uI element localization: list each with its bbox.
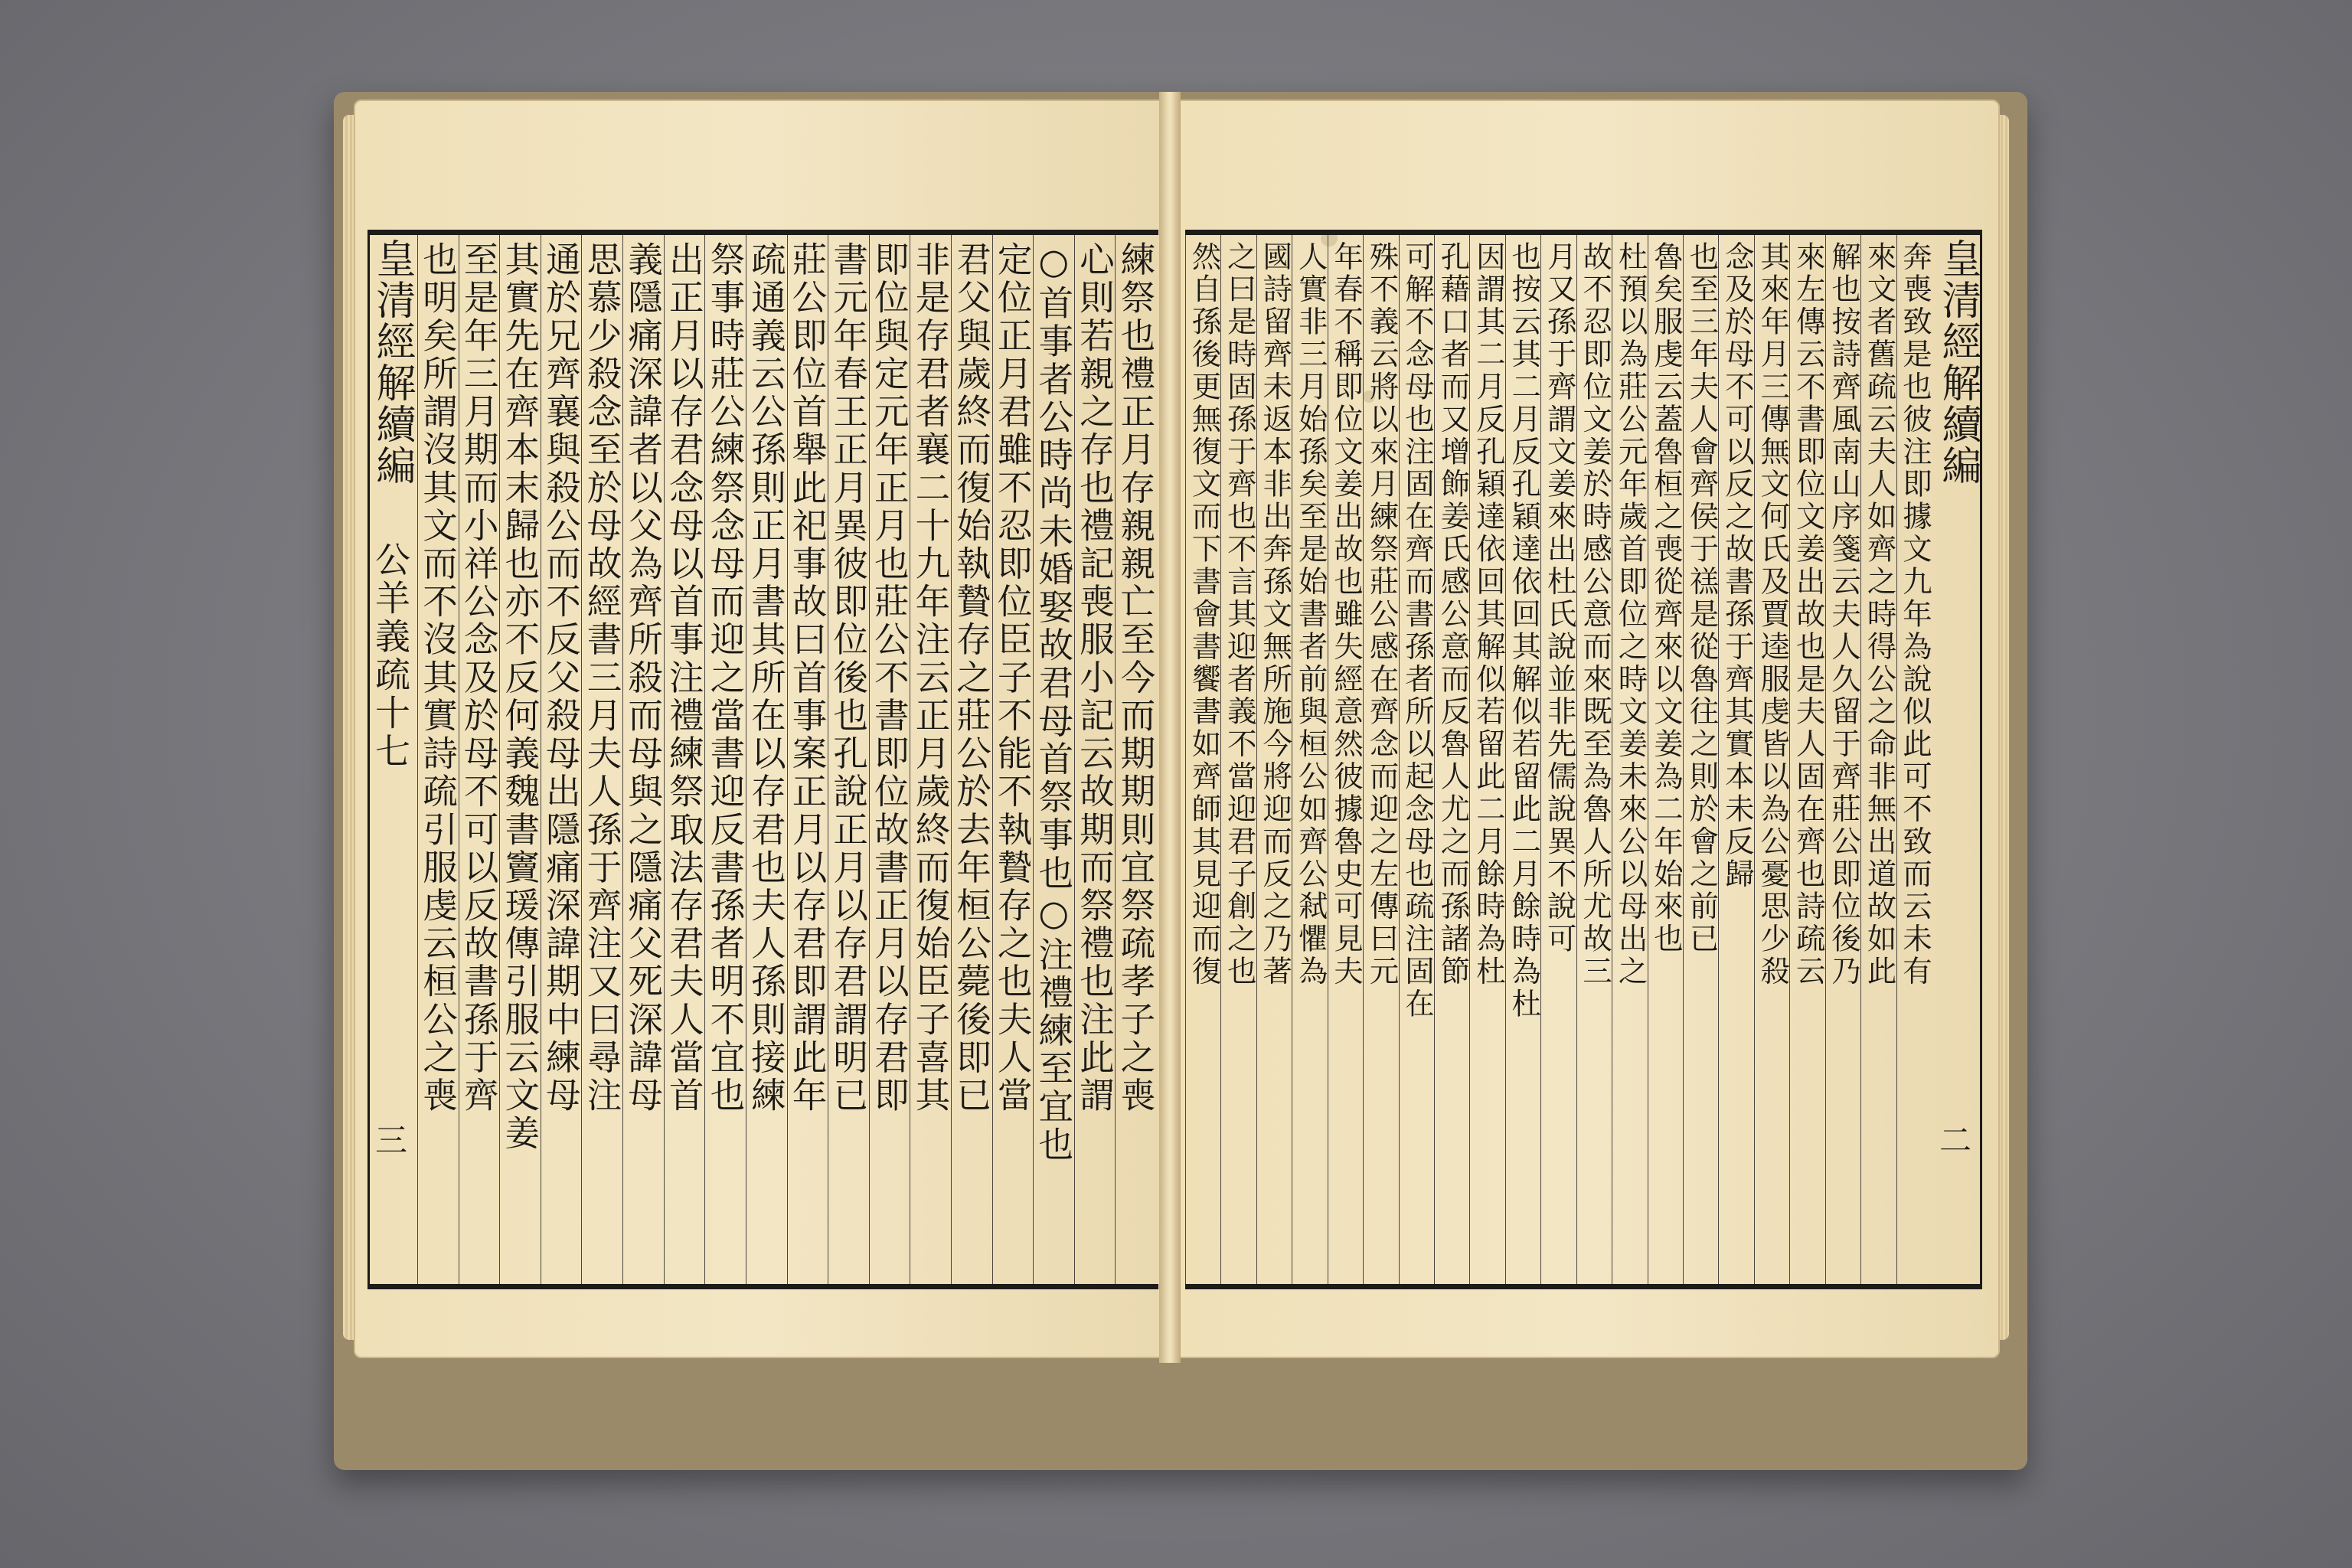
text-column: 書元年春王正月異彼即位後也孔說正月以存君謂明已 [828,241,869,1116]
text-column: 出正月以存君念母以首事注禮練祭取法存君夫人當首 [664,241,705,1116]
column-rule [1718,235,1719,1284]
column-rule [1505,235,1506,1284]
column-rule [1540,235,1541,1284]
column-rule [787,235,788,1284]
text-column: 通於兄齊襄與殺公而不反父殺母出隱痛深諱期中練母 [541,241,582,1116]
text-column: 念及於母不可以反之故書孫于齊其實本未反歸 [1719,241,1754,891]
column-rule [1185,235,1186,1284]
column-rule [1469,235,1470,1284]
column-rule [1896,235,1897,1284]
text-column: 奔喪致是也彼注即據文九年為說似此可不致而云未有 [1896,241,1932,988]
text-column: 然自孫後更無復文而下書會書饗書如齊師其見迎而復 [1186,241,1221,988]
column-rule [1683,235,1684,1284]
right-margin-title: 皇清經解續編 [1935,238,1981,486]
text-column: 因謂其二月反孔穎達依回其解似若留此二月餘時為杜 [1470,241,1505,988]
left-text-columns [417,235,1156,1284]
text-column: 魯矣服虔云蓋魯桓之喪從齊來以文姜為二年始來也 [1648,241,1683,956]
book-gutter [1159,92,1181,1363]
column-rule [1860,235,1861,1284]
column-rule [951,235,952,1284]
column-rule [1576,235,1577,1284]
text-column: 殊不義云將以來月練祭莊公感在齊念而迎之左傳曰元 [1364,241,1399,988]
column-rule [581,235,582,1284]
column-rule [1220,235,1221,1284]
column-rule [1363,235,1364,1284]
text-column: 年春不稱即位文姜出故也雖失經意然彼據魯史可見夫 [1328,241,1364,988]
text-column: 即位與定元年正月也莊公不書即位故書正月以存君即 [869,241,910,1116]
text-column: 故不忍即位文姜於時感公意而來既至為魯人所尤故三 [1577,241,1612,988]
text-column: 解也按詩齊風南山序箋云夫人久留于齊莊公即位後乃 [1826,241,1861,988]
text-column: 也明矣所謂沒其文而不沒其實詩疏引服虔云桓公之喪 [417,241,459,1116]
text-column: 可解不念母也注固在齊而書孫者所以起念母也疏注固在 [1399,241,1434,1021]
column-rule [1074,235,1075,1284]
text-column: 至是年三月期而小祥公念及於母不可以反故書孫于齊 [459,241,500,1116]
column-rule [1115,235,1116,1284]
text-column: 也至三年夫人會齊侯于禚是從魯往之則於會之前已 [1684,241,1719,956]
left-text-frame [368,230,1158,1289]
text-column: 莊公即位首舉此祀事故曰首事案正月以存君即謂此年 [787,241,828,1116]
text-column: 其來年月三傳無文何氏及賈逵服虔皆以為公憂思少殺 [1755,241,1790,988]
column-rule [1789,235,1790,1284]
column-rule [1033,235,1034,1284]
text-column: 君父與歲終而復始執贄存之莊公於去年桓公薨後即已 [951,241,992,1116]
text-column: 杜預以為莊公元年歲首即位之時文姜未來公以母出之 [1612,241,1648,988]
left-folio-label: 公羊義疏十七 [370,541,411,771]
text-column: 非是存君者襄二十九年注云正月歲終而復始臣子喜其 [910,241,951,1116]
column-rule [622,235,623,1284]
text-column: 練祭也禮正月存親親亡至今而期期則宜祭疏孝子之喪 [1115,241,1156,1116]
text-column: 心則若親之存也禮記喪服小記云故期而祭禮也注此謂 [1074,241,1116,1116]
column-rule [417,235,418,1284]
text-column: 人實非三月始孫矣至是始書者前與桓公如齊公弒懼為 [1292,241,1328,988]
column-rule [992,235,993,1284]
text-column: 月又孫于齊謂文姜來出杜氏說並非先儒說異不說可 [1541,241,1576,956]
left-page-number: 三 [371,1123,408,1158]
right-text-frame [1185,230,1982,1289]
text-column: 國詩留齊未返本非出奔孫文無所施今將迎而反之乃著 [1257,241,1292,988]
right-page-number: 二 [1935,1123,1972,1158]
column-rule [499,235,500,1284]
column-rule [704,235,705,1284]
column-rule [1434,235,1435,1284]
text-column: 其實先在齊本末歸也亦不反何義魏書竇瑗傳引服云文姜 [499,241,541,1153]
column-rule [664,235,665,1284]
text-column: 也按云其二月反孔穎達依回其解似若留此二月餘時為杜 [1506,241,1541,1021]
text-column: 之曰是時固孫于齊也不言其迎者義不當迎君子創之也 [1221,241,1256,988]
text-column: 祭事時莊公練祭念母而迎之當書迎反書孫者明不宜也 [704,241,746,1116]
text-column: 來文者舊疏云夫人如齊之時得公之命非無出道故如此 [1861,241,1896,988]
text-column: 孔藉口者而又增飾姜氏感公意而反魯人尤之而孫諸節 [1435,241,1470,988]
text-column: 義隱痛深諱者以父為齊所殺而母與之隱痛父死深諱母 [622,241,664,1116]
column-rule [869,235,870,1284]
left-margin-title: 皇清經解續編 [369,238,415,486]
text-column: 思慕少殺念至於母故經書三月夫人孫于齊注又曰尋注 [582,241,623,1116]
column-rule [1754,235,1755,1284]
text-column: 來左傳云不書即位文姜出故也是夫人固在齊也詩疏云 [1790,241,1825,988]
right-text-columns [1185,235,1932,1284]
text-column: 疏通義云公孫則正月書其所在以存君也夫人孫則接練 [746,241,787,1116]
text-column: 定位正月君雖不忍即位臣子不能不執贄存之也夫人當 [992,241,1034,1116]
text-column: ○首事者公時尚未婚娶故君母首祭事也○注禮練至宜也 [1033,241,1074,1165]
